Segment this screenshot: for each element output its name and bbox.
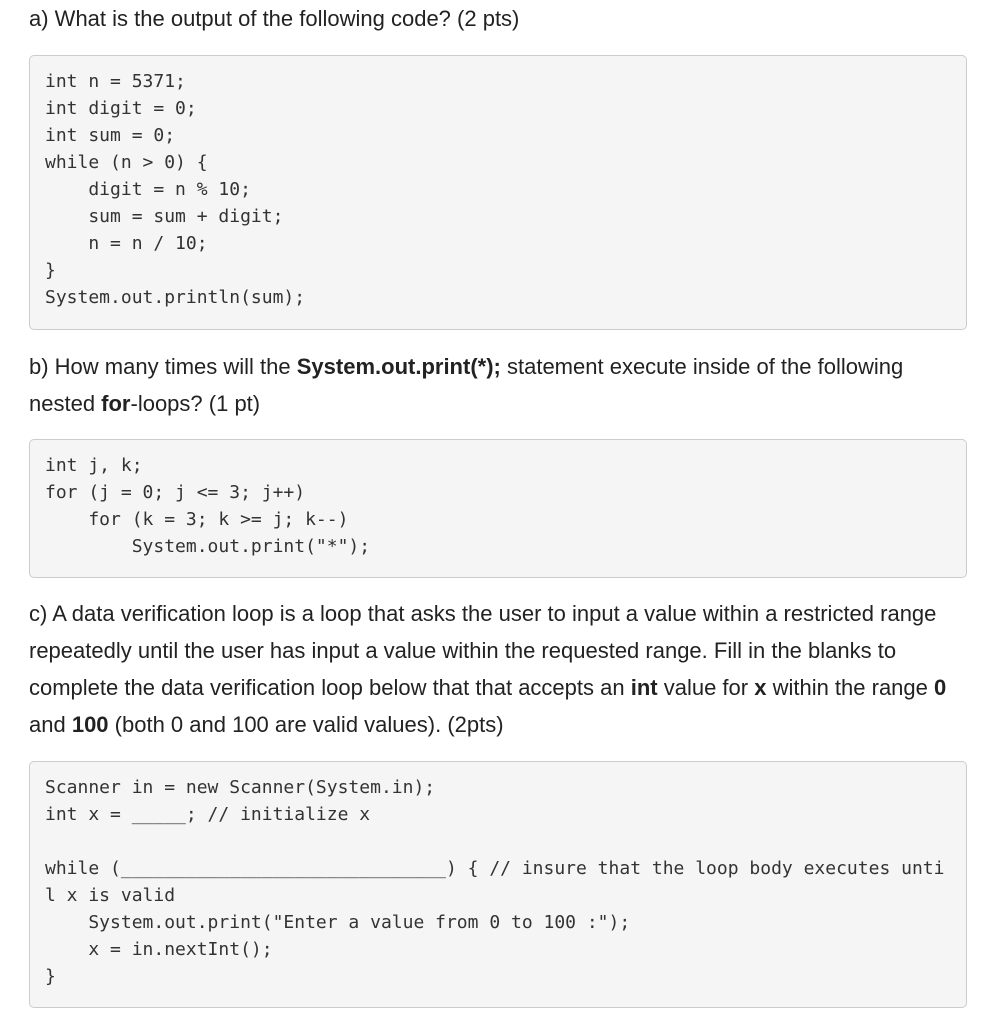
question-b-text-3: -loops? (1 pt) xyxy=(130,391,261,416)
question-c-text-1: c) A data verification loop is a loop that asks the user to input a value within a restricted range repeatedly until the user has input a value within the requested range. Fill in the blanks to complete the data verification loop below that that accepts an xyxy=(29,601,937,700)
question-c xyxy=(29,595,974,743)
code-block-c xyxy=(29,761,967,1008)
question-c-text-3: within the range xyxy=(766,675,934,700)
question-c-text-4: and xyxy=(29,712,72,737)
code-b-text: int j, k; for (j = 0; j <= 3; j++) for (k = 3; k >= j; k--) System.out.print("*"); xyxy=(45,455,371,557)
question-b xyxy=(29,348,974,422)
question-b-text-2: statement execute inside of the following nested xyxy=(29,354,904,416)
question-b-bold-for: for xyxy=(101,391,131,416)
question-a-text: a) What is the output of the following code? (2 pts) xyxy=(29,6,520,31)
code-a-text: int n = 5371; int digit = 0; int sum = 0; while (n > 0) { digit = n % 10; sum = sum + digit; n = n / 10; } System.out.println(sum); xyxy=(45,71,306,308)
code-c-text: Scanner in = new Scanner(System.in); int x = _____; // initialize x while (______________________________) { // insure that the loop body executes unti l x is valid System.out.print("Enter a value from 0 to 100 :"); x = in.nextInt(); } xyxy=(45,777,945,987)
code-block-b xyxy=(29,439,967,578)
question-c-text-5: (both 0 and 100 are valid values). (2pts) xyxy=(108,712,504,737)
question-c-bold-x: x xyxy=(754,675,767,700)
question-c-bold-0: 0 xyxy=(934,675,947,700)
question-b-bold-print: System.out.print(*); xyxy=(296,354,501,379)
question-c-bold-100: 100 xyxy=(71,712,109,737)
question-c-bold-int: int xyxy=(630,675,658,700)
question-a xyxy=(29,0,974,37)
question-b-text-1: b) How many times will the xyxy=(29,354,297,379)
question-c-text-2: value for xyxy=(657,675,755,700)
code-block-a xyxy=(29,55,967,330)
